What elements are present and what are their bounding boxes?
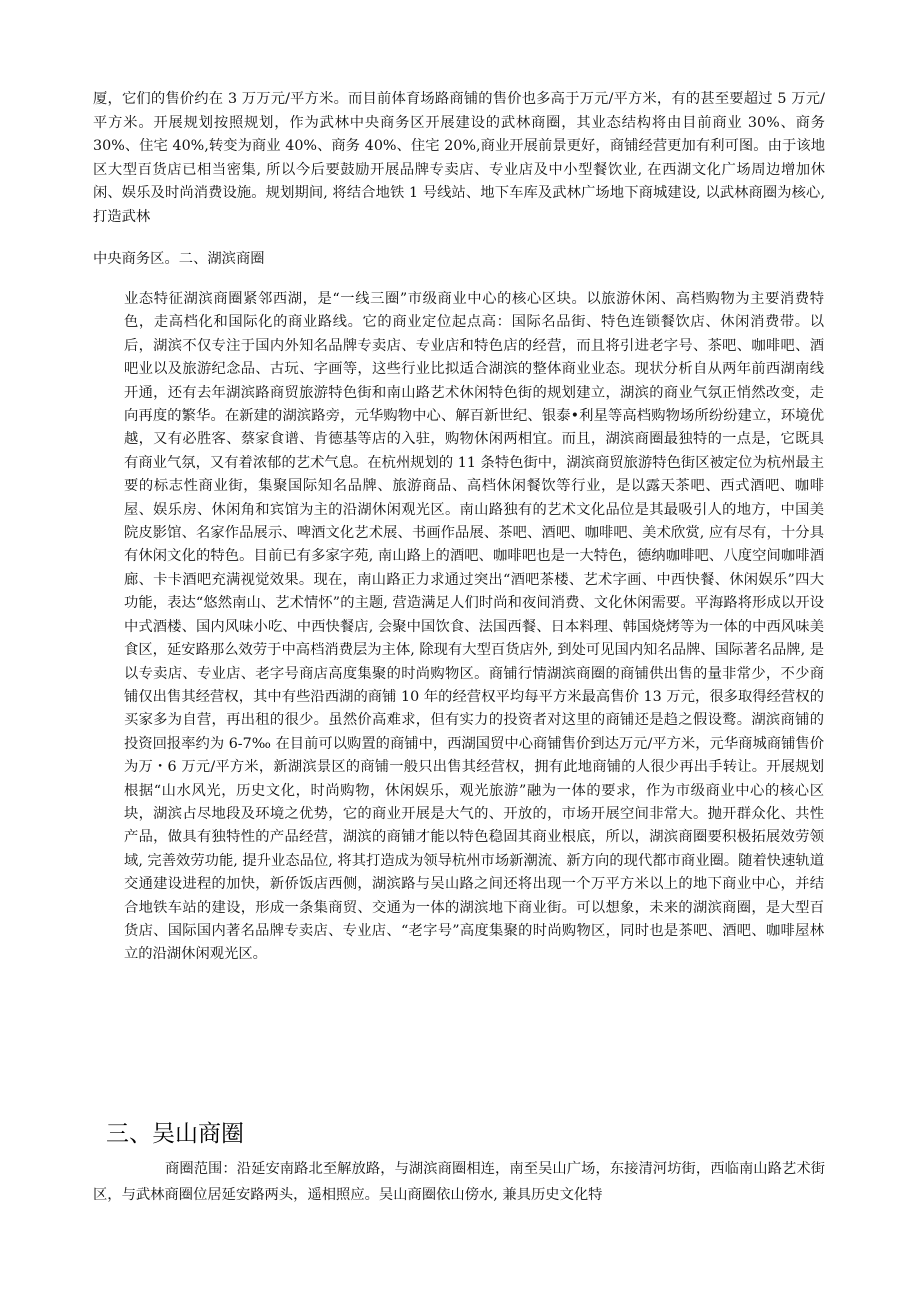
paragraph-hubin-heading-line: 中央商务区。二、湖滨商圈 bbox=[93, 251, 265, 267]
section-heading-wushan: 三、吴山商圈 bbox=[106, 1121, 244, 1147]
paragraph-hubin-body: 业态特征湖滨商圈紧邻西湖，是“一线三圈”市级商业中心的核心区块。以旅游休闲、高档购物为主要消费特色，走高档化和国际化的商业路线。它的商业定位起点高：国际名品街、特色连锁餐饮店、休闲消费带。以后，湖滨不仅专注于国内外知名品牌专卖店、专业店和特色店的经营，而且将引进老字号、茶吧、咖啡吧、酒吧业以及旅游纪念品、古玩、字画等，这些行业比拟适合湖滨的整体商业业态。现状分析自从两年前西湖南线开通，还有去年湖滨路商贸旅游特色街和南山路艺术休闲特色街的规划建立，湖滨的商业气氛正悄然改变，走向再度的繁华。在新建的湖滨路旁，元华购物中心、解百新世纪、银泰•利星等高档购物场所纷纷建立，环境优越，又有必胜客、蔡家食谱、肯德基等店的入驻，购物休闲两相宜。而且，湖滨商圈最独特的一点是，它既具有商业气氛，又有着浓郁的艺术气息。在杭州规划的 11 条特色街中，湖滨商贸旅游特色街区被定位为杭州最主要的标志性商业街，集聚国际知名品牌、旅游商品、高档休闲餐饮等行业，是以露天茶吧、西式酒吧、咖啡屋、娱乐房、休闲角和宾馆为主的沿湖休闲观光区。南山路独有的艺术文化品位是其最吸引人的地方，中国美院皮影馆、名家作品展示、啤酒文化艺术展、书画作品展、茶吧、酒吧、咖啡吧、美术欣赏, 应有尽有，十分具有休闲文化的特色。目前已有多家字苑, 南山路上的酒吧、咖啡吧也是一大特色，德纳咖啡吧、八度空间咖啡酒廊、卡卡酒吧充满视觉效果。现在，南山路正力求通过突出“酒吧茶楼、艺术字画、中西快餐、休闲娱乐”四大功能，表达“悠然南山、艺术情怀”的主题, 营造满足人们时尚和夜间消费、文化休闲需要。平海路将形成以开设中式酒楼、国内风味小吃、中西快餐店, 会聚中国饮食、法国西餐、日本料理、韩国烧烤等为一体的中西风味美食区，延安路那么效劳于中高档消费层为主体, 除现有大型百货店外, 到处可见国内知名品牌、国际著名品牌, 是以专卖店、专业店、老字号商店高度集聚的时尚购物区。商铺行情湖滨商圈的商铺供出售的量非常少，不少商铺仅出售其经营权，其中有些沿西湖的商铺 10 年的经营权平均每平方米最高售价 13 万元，很多取得经营权的买家多为自营，再出租的很少。虽然价高难求，但有实力的投资者对这里的商铺还是趋之假设鹜。湖滨商铺的投资回报率约为 6-7‰ 在目前可以购置的商铺中，西湖国贸中心商铺售价到达万元/平方米，元华商城商铺售价为万・6 万元/平方米，新湖滨景区的商铺一般只出售其经营权，拥有此地商铺的人很少再出手转让。开展规划根据“山水风光，历史文化，时尚购物，休闲娱乐，观光旅游”融为一体的要求，作为市级商业中心的核心区块，湖滨占尽地段及环境之优势，它的商业开展是大气的、开放的，市场开展空间非常大。抛开群众化、共性产品，做具有独特性的产品经营，湖滨的商铺才能以特色稳固其商业根底，所以，湖滨商圈要积极拓展效劳领域, 完善效劳功能, 提升业态品位, 将其打造成为领导杭州市场新潮流、新方向的现代都市商业圈。随着快速轨道交通建设进程的加快，新侨饭店西侧，湖滨路与吴山路之间还将出现一个万平方米以上的地下商业中心，并结合地铁车站的建设，形成一条集商贸、交通为一体的湖滨地下商业街。可以想象，未来的湖滨商圈，是大型百货店、国际国内著名品牌专卖店、专业店、“老字号”高度集聚的时尚购物区，同时也是茶吧、酒吧、咖啡屋林立的沿湖休闲观光区。 bbox=[124, 291, 824, 963]
paragraph-wushan-scope: 商圈范围：沿延安南路北至解放路，与湖滨商圈相连，南至吴山广场，东接清河坊街，西临南山路艺术街区，与武林商圈位居延安路两头，遥相照应。吴山商圈依山傍水, 兼具历史文化特 bbox=[93, 1161, 825, 1203]
paragraph-wulin-plan: 厦，它们的售价约在 3 万万元/平方米。而目前体育场路商铺的售价也多高于万元/平方米，有的甚至要超过 5 万元/平方米。开展规划按照规划，作为武林中央商务区开展建设的武林商圈，其业态结构将由目前商业 30%、商务 30%、住宅 40%,转变为商业 40%、商务 40%、住宅 20%,商业开展前景更好，商铺经营更加有利可图。由于该地区大型百货店已相当密集, 所以今后要鼓励开展品牌专卖店、专业店及中小型餐饮业, 在西湖文化广场周边增加休闲、娱乐及时尚消费设施。规划期间, 将结合地铁 1 号线站、地下车库及武林广场地下商城建设, 以武林商圈为核心, 打造武林 bbox=[93, 91, 825, 225]
